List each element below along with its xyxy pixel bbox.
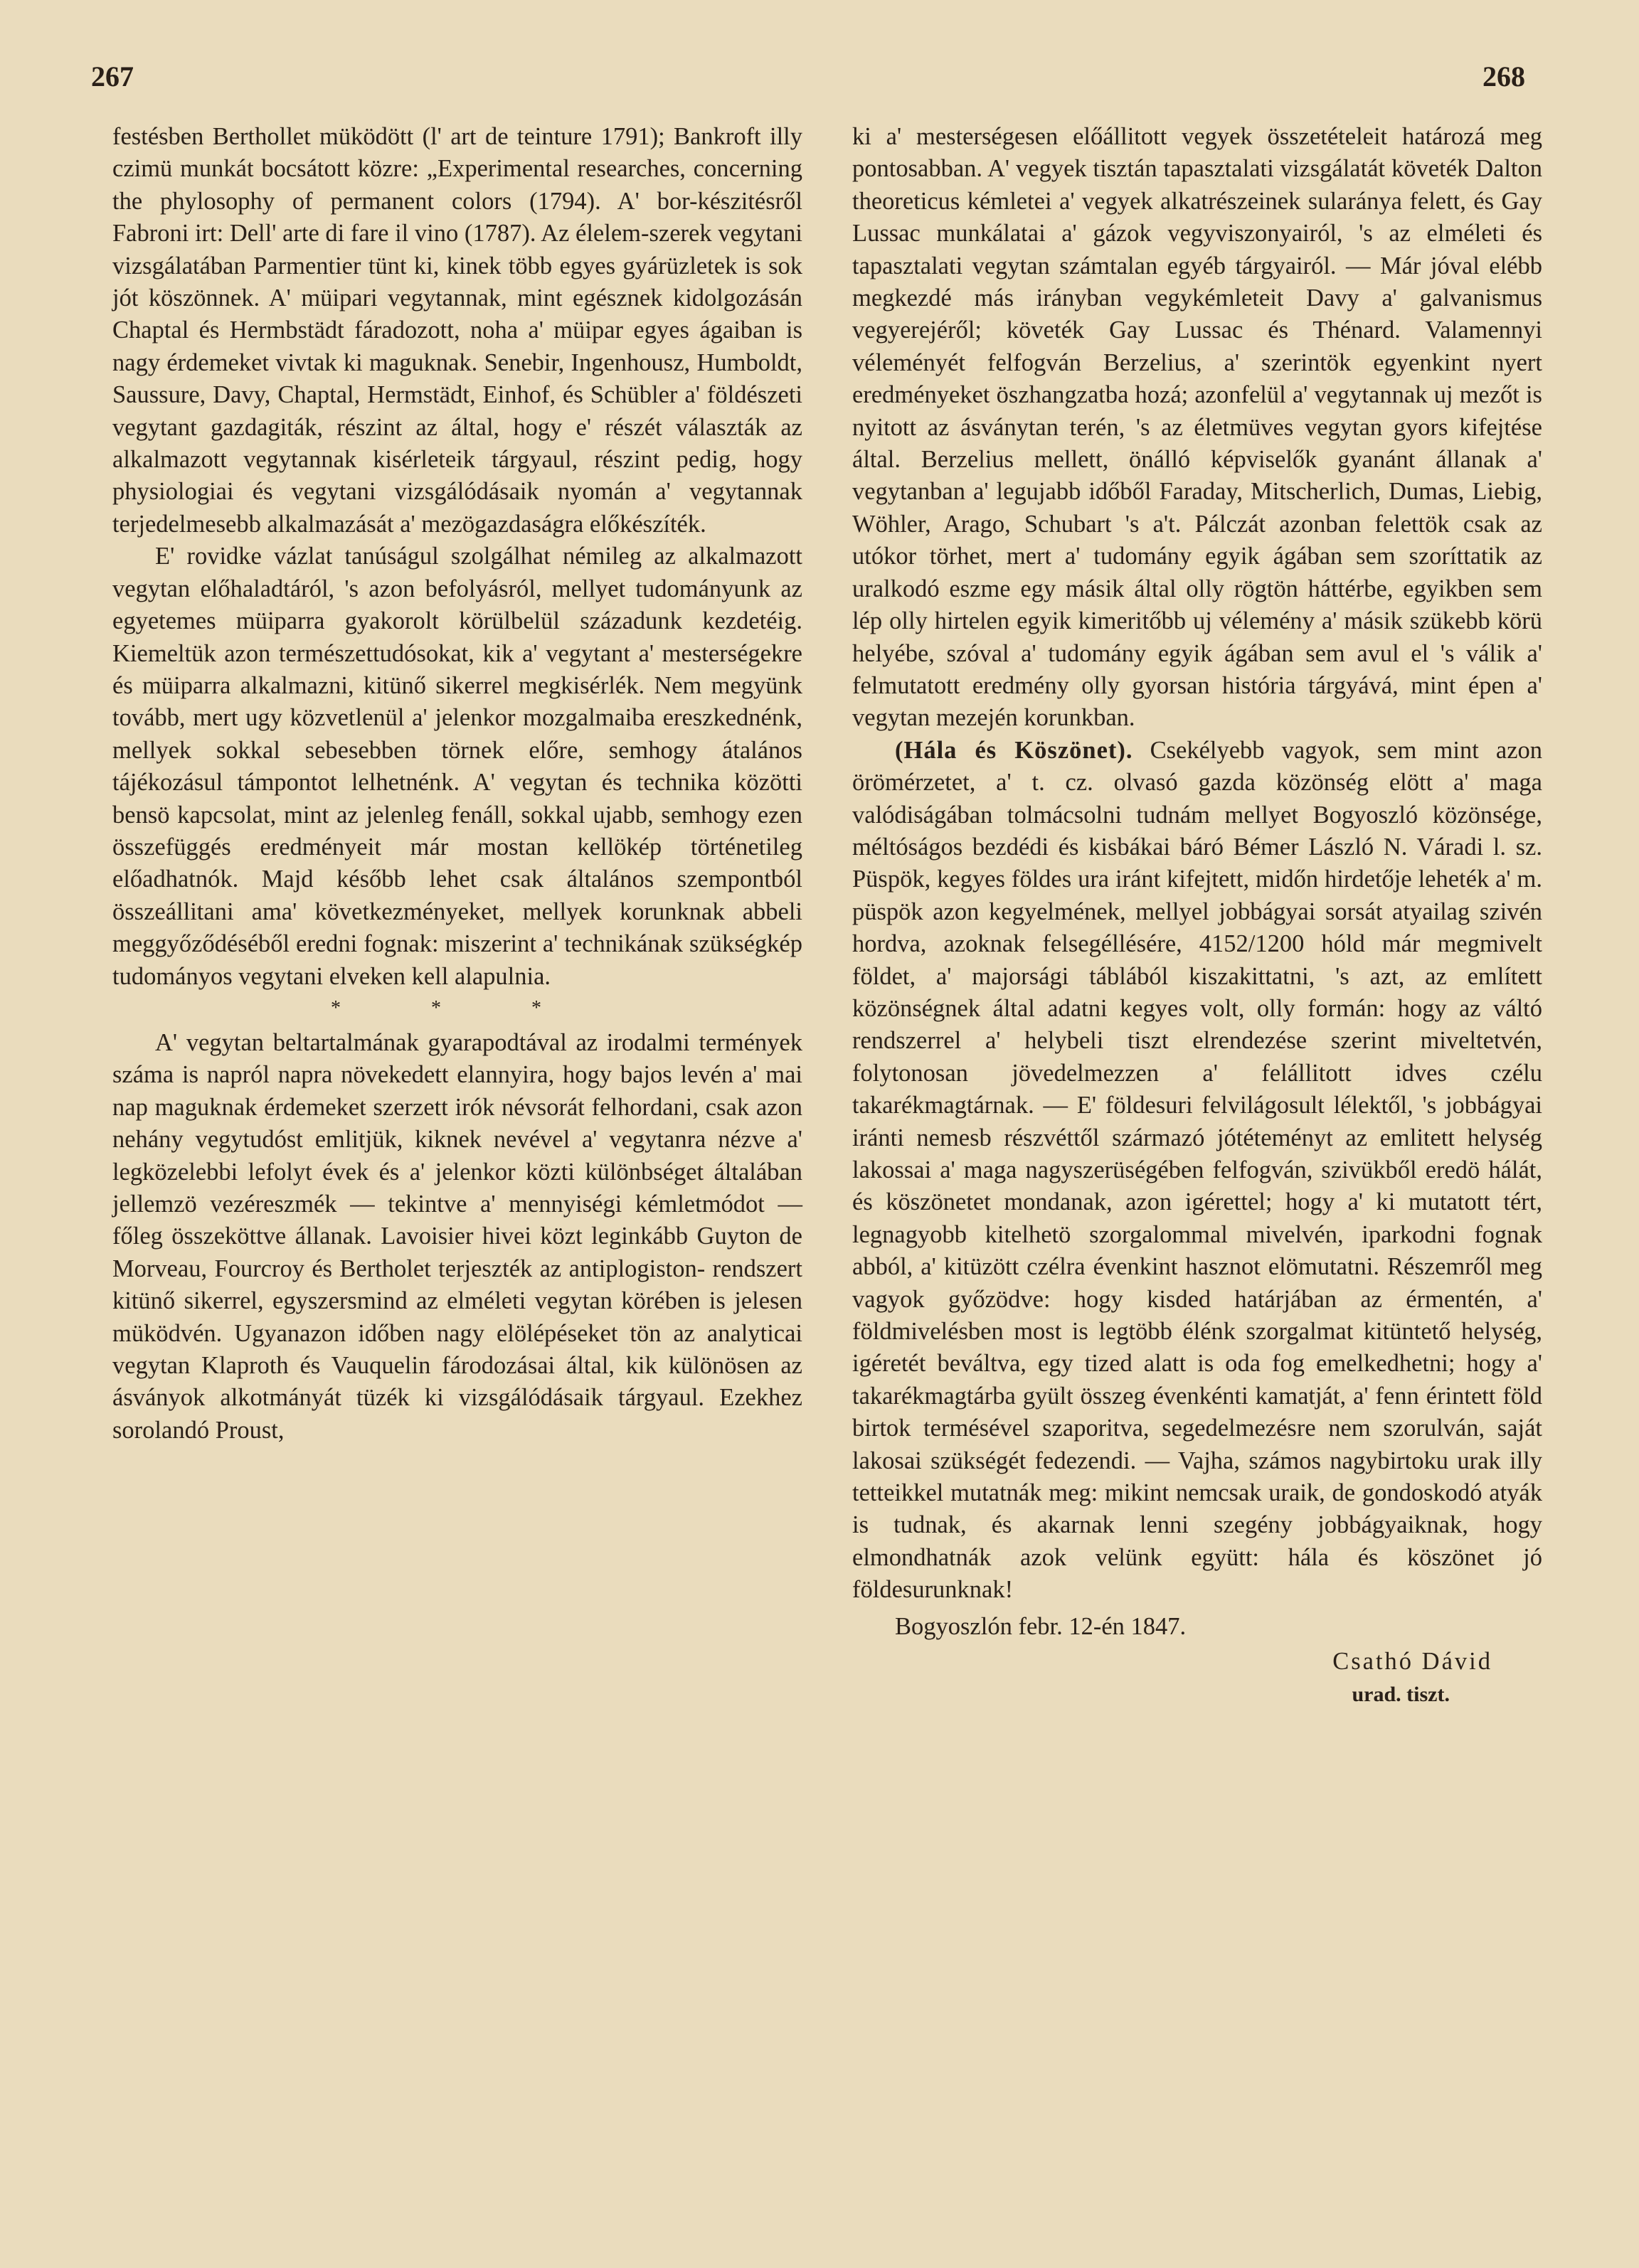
signature-role: urad. tiszt. (1352, 1682, 1450, 1706)
right-paragraph-1: ki a' mesterségesen előállitott vegyek összetételeit határozá meg pontosabban. A' vegyek tisztán tapasztalati vizsgálatát követék Dalton theoreticus kémletei a' vegyek alkatrészeinek sularánya felett, és Gay Lussac munkálatai a' gázok vegyviszonyairól, 's az elméleti és tapasztalati vegytan számtalan egyéb tárgyairól. — Már jóval elébb megkezdé más irányban vegykémleteit Davy a' galvanismus vegyerejéről; követék Gay Lussac és Thénard. Valamennyi véleményét felfogván Berzelius, a' szerintök egyenkint nyert eredményeket öszhangzatba hozá; azonfelül a' vegytannak uj mezőt is nyitott az ásványtan terén, 's az életmüves vegytan gyors kifejtése által. Berzelius mellett, önálló képviselők gyanánt állanak a' vegytanban a' legujabb időből Faraday, Mitscherlich, Dumas, Liebig, Wöhler, Arago, Schubart 's a't. Pálczát azonban felettök csak az utókor törhet, mert a' tudomány egyik ágában sem szoríttatik az uralkodó eszme egy másik által olly rögtön háttérbe, egyikben sem lép olly hirtelen egyik kimeritőbb uj vélemény a' másik szükebb körü helyébe, szóval a' tudomány egyik ágában sem avul el 's válik a' felmutatott eredmény olly gyorsan história tárgyává, mint épen a' vegytan mezején korunkban. (852, 123, 1542, 732)
signature-name: Csathó Dávid (1332, 1648, 1492, 1676)
page-number-right: 268 (1482, 60, 1525, 92)
section-separator: * * * (331, 996, 584, 1019)
right-paragraph-2: Csekélyebb vagyok, sem mint azon örömérzetet, a' t. cz. olvasó gazda közönség elött a' maga valódiságában tolmácsolni tudnám mellyet Bogyoszló közönsége, méltóságos bezdédi és kisbákai báró Bémer László N. Váradi l. sz. Püspök, kegyes földes ura iránt kifejtett, midőn hirdetője leheték a' m. püspök azon kegyelmének, mellyel jobbágyai sorsát atyailag szivén hordva, azoknak felsegéllésére, 4152/1200 hóld már megmivelt földet, a' majorsági táblából kiszakittatni, 's azt, az említett közönségnek által adatni kegyes volt, olly formán: hogy az váltó rendszerrel a' helybeli tiszt elrendezése szerint miveltetvén, folytonosan jövedelmezzen a' felállitott idves czélu takarékmagtárnak. — E' földesuri felvilágosult lélektől, 's jobbágyai iránti nemesb részvéttől származó jótéteményt az emlitett helység lakossai a' maga nagyszerüségében felfogván, szivükből eredö hálát, és köszönetet mondanak, azon igérettel; hogy a' ki mutatott tért, legnagyobb kitelhetö szorgalommal mivelvén, iparkodni fognak abból, a' kitüzött czélra évenkint hasznot elömutatni. Részemről meg vagyok győzödve: hogy kisded határjában az érmentén, a' földmivelésben most is legtöbb élénk szorgalmat kitüntető helység, igéretét beváltva, egy tized alatt is oda fog emelkedhetni; hogy a' takarékmagtárba gyült összeg évenkénti kamatját, a' fenn érintett föld birtok termésével szaporitva, segedelmezésre nem szorulván, saját lakosai szükségét fedezendi. — Vajha, számos nagybirtoku urak illy tetteikkel mutatnák meg: mikint nemcsak uraik, de gondoskodó atyák is tudnak, és akarnak lenni szegény jobbágyaiknak, hogy elmondhatnák azok velünk együtt: hála és köszönet jó földesurunknak! (852, 736, 1543, 1604)
left-paragraph-3: A' vegytan beltartalmának gyarapodtával az irodalmi termények száma is napról napra növekedett elannyira, hogy bajos levén a' mai nap maguknak érdemeket szerzett irók névsorát felhordani, csak azon nehány vegytudóst emlitjük, kiknek nevével a' vegytanra nézve a' legközelebbi lefolyt évek és a' jelenkor közti különbséget általában jellemzö vezéreszmék — tekintve a' mennyiségi kémletmódot — főleg összeköttve állanak. Lavoisier hivei közt leginkább Guyton de Morveau, Fourcroy és Bertholet terjeszték az antiplogiston- rendszert kitünő sikerrel, egyszersmind az elméleti vegytan körében is jelesen müködvén. Ugyanazon időben nagy elölépéseket tön az analyticai vegytan Klaproth és Vauquelin fárodozásai által, kik különösen az ásványok alkotmányát tüzék ki vizsgálódásaik tárgyaul. Ezekhez sorolandó Proust, (112, 1028, 802, 1444)
article-heading: (Hála és Köszönet). (895, 736, 1133, 764)
date-line: Bogyoszlón febr. 12-én 1847. (895, 1612, 1187, 1640)
left-paragraph-1: festésben Berthollet müködött (l' art de teinture 1791); Bankroft illy czimü munkát bocsátott közre: „Experimental researches, concerning the phylosophy of permanent colors (1794). A' bor-készitésről Fabroni irt: Dell' arte di fare il vino (1787). Az élelem-szerek vegytani vizsgálatában Parmentier tünt ki, kinek több egyes gyárüzletek is sok jót köszönnek. A' müipari vegytannak, mint egésznek kidolgozásán Chaptal és Hermbstädt fáradozott, noha a' müipar egyes ágaiban is nagy érdemeket vivtak ki maguknak. Senebir, Ingenhousz, Humboldt, Saussure, Davy, Chaptal, Hermstädt, Einhof, és Schübler a' földészeti vegytant gazdagiták, részint az által, hogy e' részét választák az alkalmazott vegytannak kisérleteik tárgyaul, részint pedig, hogy physiologiai és vegytani vizsgálódásaik nyomán a' vegytannak terjedelmesebb alkalmazását a' mezögazdaságra előkészíték. (112, 123, 802, 538)
left-column (112, 121, 802, 1447)
left-paragraph-2: E' rovidke vázlat tanúságul szolgálhat némileg az alkalmazott vegytan előhaladtáról, 's azon befolyásról, mellyet tudományunk az egyetemes müiparra gyakorolt körülbelül századunk kezdetéig. Kiemeltük azon természettudósokat, kik a' vegytant a' mesterségekre és müiparra alkalmazni, kitünő sikerrel megkisérlék. Nem megyünk tovább, mert ugy közvetlenül a' jelenkor mozgalmaiba ereszkednénk, mellyek sokkal sebesebben törnek előre, semhogy átalános tájékozásul támpontot lelhetnénk. A' vegytan és technika közötti bensö kapcsolat, mint az jelenleg fenáll, sokkal ujabb, semhogy ezen összefüggés eredményeit már mostan kellökép történetileg előadhatnók. Majd később lehet csak általános szempontból összeállitani ama' következményeket, mellyek korunknak abbeli meggyőződéséből eredni fognak: miszerint a' technikának szükségkép tudományos vegytani elveken kell alapulnia. (112, 543, 802, 990)
right-column (852, 121, 1542, 1710)
article-section (852, 735, 1542, 1607)
page-number-left: 267 (91, 60, 134, 92)
